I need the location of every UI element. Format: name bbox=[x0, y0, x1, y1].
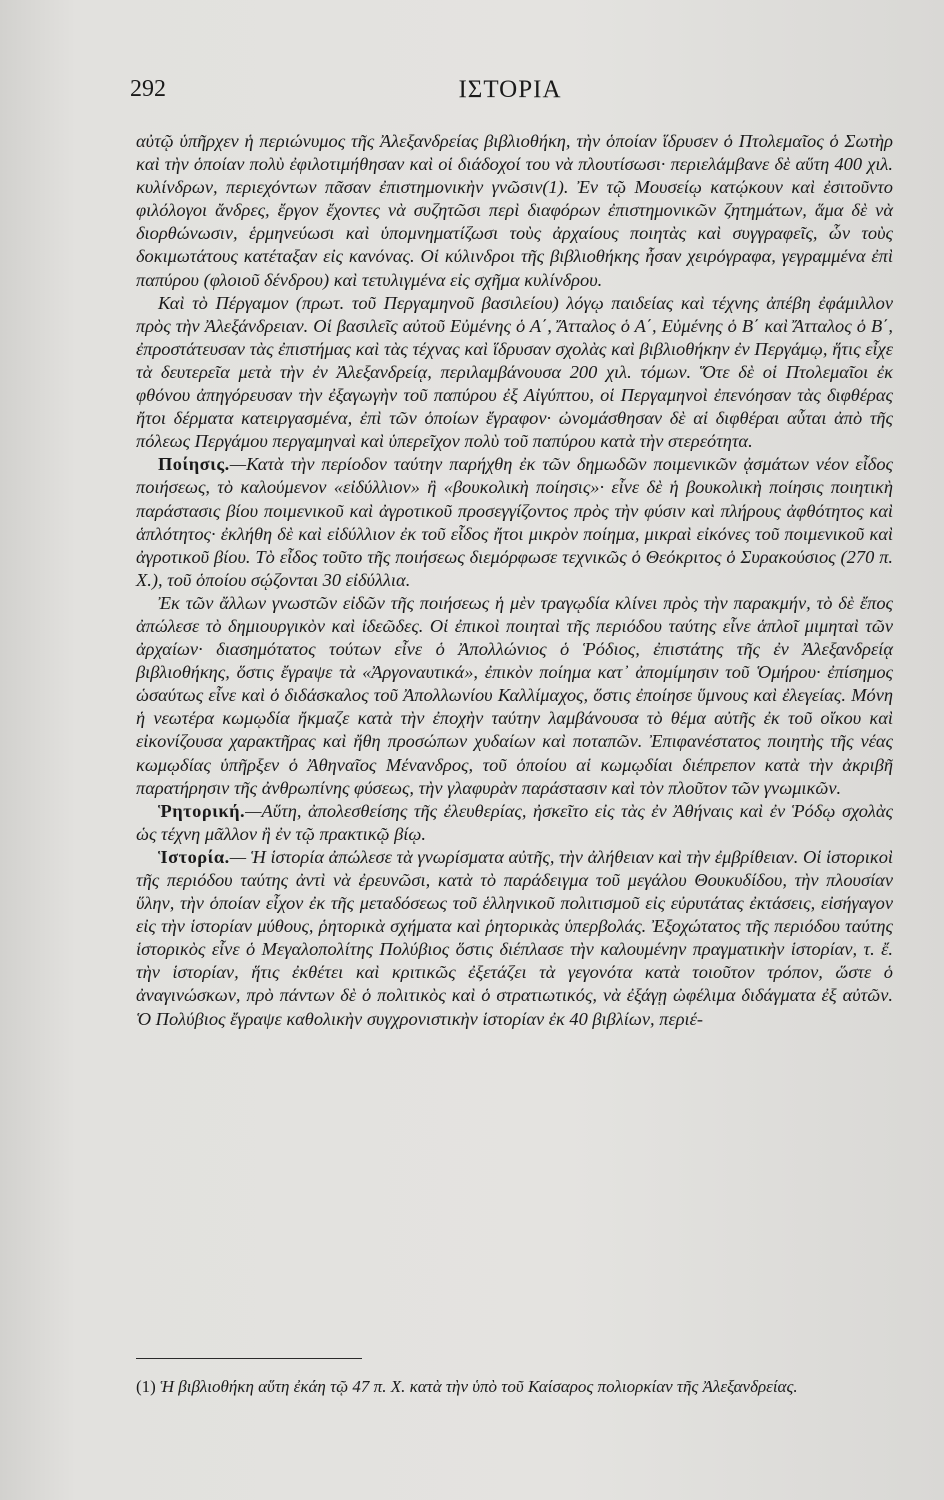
paragraph-library-alexandria: αὐτῷ ὑπῆρχεν ἡ περιώνυμος τῆς Ἀλεξανδρείας βιβλιοθήκη, τὴν ὁποίαν ἵδρυσεν ὁ Πτολεμαῖος ὁ Σωτὴρ καὶ τὴν ὁποίαν πολὺ ἐφιλοτιμήθησαν καὶ οἱ διάδοχοί του νὰ πλουτίσωσι· περιελάμβανε δὲ αὕτη 400 χιλ. κυλίνδρων, περιεχόντων πᾶσαν ἐπιστημονικὴν γνῶσιν(1). Ἐν τῷ Μουσείῳ κατῴκουν καὶ ἐσιτοῦντο φιλόλογοι ἄνδρες, ἔργον ἔχοντες νὰ συζητῶσι περὶ διαφόρων ἐπιστημονικῶν ζητημάτων, ἅμα δὲ νὰ διορθώνωσιν, ἑρμηνεύωσι καὶ ὑπομνηματίζωσι τοὺς ἀρχαίους ποιητὰς καὶ συγγραφεῖς, ὧν τοὺς δοκιμωτάτους κατέταξαν εἰς κανόνας. Οἱ κύλινδροι τῆς βιβλιοθήκης ἦσαν χειρόγραφα, γεγραμμένα ἐπὶ παπύρου (φλοιοῦ δένδρου) καὶ τετυλιγμένα εἰς σχῆμα κυλίνδρου. bbox=[136, 131, 893, 290]
page-number: 292 bbox=[130, 76, 166, 102]
footnote bbox=[136, 1375, 876, 1398]
paragraph-rhetoric-text: —Αὕτη, ἀπολεσθείσης τῆς ἐλευθερίας, ἠσκεῖτο εἰς τὰς ἐν Ἀθήναις καὶ ἐν Ῥόδῳ σχολὰς ὡς τέχνη μᾶλλον ἢ ἐν τῷ πρακτικῷ βίῳ. bbox=[136, 800, 893, 844]
body-text bbox=[136, 130, 893, 1031]
footnote-rule bbox=[136, 1358, 362, 1359]
paragraph-history bbox=[136, 846, 893, 1031]
footnote-text: Ἡ βιβλιοθήκη αὕτη ἐκάη τῷ 47 π. Χ. κατὰ τὴν ὑπὸ τοῦ Καίσαρος πολιορκίαν τῆς Ἀλεξανδρείας. bbox=[160, 1377, 798, 1396]
paragraph-rhetoric bbox=[136, 800, 893, 846]
page-header bbox=[130, 70, 890, 110]
paragraph-poetry bbox=[136, 453, 893, 592]
paragraph-history-text: — Ἡ ἱστορία ἀπώλεσε τὰ γνωρίσματα αὐτῆς, τὴν ἀλήθειαν καὶ τὴν ἐμβρίθειαν. Οἱ ἱστορικοὶ τῆς περιόδου ταύτης ἀντὶ νὰ ἐρευνῶσι, κατὰ τὸ παράδειγμα τοῦ μεγάλου Θουκυδίδου, τὴν πλουσίαν ὕλην, τὴν ὁποίαν εἶχον ἐκ τῆς μεταδόσεως τοῦ ἑλληνικοῦ πολιτισμοῦ εἰς εὐρυτάτας ἐκτάσεις, εἰσήγαγον εἰς τὴν ἱστορίαν μύθους, ῥητορικὰ σχήματα καὶ ῥητορικὰς ὑπερβολάς. Ἐξοχώτατος τῆς περιόδου ταύτης ἱστορικὸς εἶνε ὁ Μεγαλοπολίτης Πολύβιος ὅστις διέπλασε τὴν καλουμένην πραγματικὴν ἱστορίαν, τ. ἔ. τὴν ἱστορίαν, ἥτις ἐκθέτει καὶ κριτικῶς ἐξετάζει τὰ γεγονότα κατὰ τοιοῦτον τρόπον, ὥστε ὁ ἀναγινώσκων, πρὸ πάντων δὲ ὁ πολιτικὸς καὶ ὁ στρατιωτικός, νὰ ἐξάγῃ ὠφέλιμα διδάγματα ἐξ αὐτῶν. Ὁ Πολύβιος ἔγραψε καθολικὴν συγχρονιστικὴν ἱστορίαν ἐκ 40 βιβλίων, περιέ- bbox=[136, 846, 893, 1029]
section-heading-history: Ἱστορία. bbox=[158, 846, 230, 867]
paragraph-poetry-text: —Κατὰ τὴν περίοδον ταύτην παρήχθη ἐκ τῶν δημωδῶν ποιμενικῶν ᾀσμάτων νέον εἶδος ποιήσεως, τὸ καλούμενον «εἰδύλλιον» ἢ «βουκολικὴ ποίησις»· εἶνε δὲ ἡ βουκολικὴ ποίησις ποιητικὴ παράστασις βίου ποιμενικοῦ καὶ ἀγροτικοῦ προσεγγίζοντος πρὸς τὴν φύσιν καὶ πλήρους ἀφθότητος καὶ ἁπλότητος· ἐκλήθη δὲ καὶ εἰδύλλιον ἐκ τοῦ εἶδος ἤτοι μικρὸν ποίημα, μικραὶ εἰκόνες τοῦ ποιμενικοῦ καὶ ἀγροτικοῦ βίου. Τὸ εἶδος τοῦτο τῆς ποιήσεως διεμόρφωσε τεχνικῶς ὁ Θεόκριτος ὁ Συρακούσιος (270 π. Χ.), τοῦ ὁποίου σῴζονται 30 εἰδύλλια. bbox=[136, 454, 893, 590]
running-title: ΙΣΤΟΡΙΑ bbox=[458, 76, 562, 103]
paragraph-pergamon: Καὶ τὸ Πέργαμον (πρωτ. τοῦ Περγαμηνοῦ βασιλείου) λόγῳ παιδείας καὶ τέχνης ἀπέβη ἐφάμιλλον πρὸς τὴν Ἀλεξάνδρειαν. Οἱ βασιλεῖς αὐτοῦ Εὐμένης ὁ Α΄, Ἄτταλος ὁ Α΄, Εὐμένης ὁ Β΄ καὶ Ἄτταλος ὁ Β΄, ἐπροστάτευσαν τὰς ἐπιστήμας καὶ τὰς τέχνας καὶ ἵδρυσαν σχολὰς καὶ βιβλιοθήκην ἐν Περγάμῳ, ἥτις εἶχε τὰ δευτερεῖα μετὰ τὴν ἐν Ἀλεξανδρείᾳ, περιλαμβάνουσα 200 χιλ. τόμων. Ὅτε δὲ οἱ Πτολεμαῖοι ἐκ φθόνου ἀπηγόρευσαν τὴν ἐξαγωγὴν τοῦ παπύρου ἐξ Αἰγύπτου, οἱ Περγαμηνοὶ ἐπενόησαν τὰς διφθέρας ἤτοι δέρματα κατειργασμένα, ἐπὶ τῶν ὁποίων ἔγραφον· ὠνομάσθησαν δὲ αἱ διφθέραι αὗται ἀπὸ τῆς πόλεως Περγάμου περγαμηναὶ καὶ ὑπερεῖχον πολὺ τοῦ παπύρου κατὰ τὴν στερεότητα. bbox=[136, 292, 893, 452]
section-heading-poetry: Ποίησις. bbox=[158, 454, 230, 475]
footnote-mark: (1) bbox=[136, 1377, 156, 1396]
section-heading-rhetoric: Ῥητορική. bbox=[158, 800, 246, 821]
paragraph-other-poetry: Ἐκ τῶν ἄλλων γνωστῶν εἰδῶν τῆς ποιήσεως ἡ μὲν τραγῳδία κλίνει πρὸς τὴν παρακμήν, τὸ δὲ ἔπος ἀπώλεσε τὸ δημιουργικὸν καὶ ἰδεῶδες. Οἱ ἐπικοὶ ποιηταὶ τῆς περιόδου ταύτης εἶνε ἁπλοῖ μιμηταὶ τῶν ἀρχαίων· διασημότατος τούτων εἶνε ὁ Ἀπολλώνιος ὁ Ῥόδιος, ἐπιστάτης τῆς ἐν Ἀλεξανδρείᾳ βιβλιοθήκης, ὅστις ἔγραψε τὰ «Ἀργοναυτικά», ἐπικὸν ποίημα κατ᾽ ἀπομίμησιν τοῦ Ὁμήρου· ἐπίσημος ὡσαύτως εἶνε καὶ ὁ διδάσκαλος τοῦ Ἀπολλωνίου Καλλίμαχος, ὅστις ἐποίησε ὕμνους καὶ ἐλεγείας. Μόνη ἡ νεωτέρα κωμῳδία ἤκμαζε κατὰ τὴν ἐποχὴν ταύτην λαμβάνουσα τὸ θέμα αὐτῆς ἐκ τοῦ οἴκου καὶ εἰκονίζουσα χαρακτῆρας καὶ ἤθη προσώπων χυδαίων καὶ ποταπῶν. Ἐπιφανέστατος ποιητὴς τῆς νέας κωμῳδίας ὑπῆρξεν ὁ Ἀθηναῖος Μένανδρος, τοῦ ὁποίου αἱ κωμῳδίαι διέπρεπον κατὰ τὴν ἀκριβῆ παρατήρησιν τῆς ἀνθρωπίνης φύσεως, τὴν γλαφυρὰν παράστασιν καὶ τὸν πλοῦτον τῶν γνωμικῶν. bbox=[136, 592, 893, 798]
